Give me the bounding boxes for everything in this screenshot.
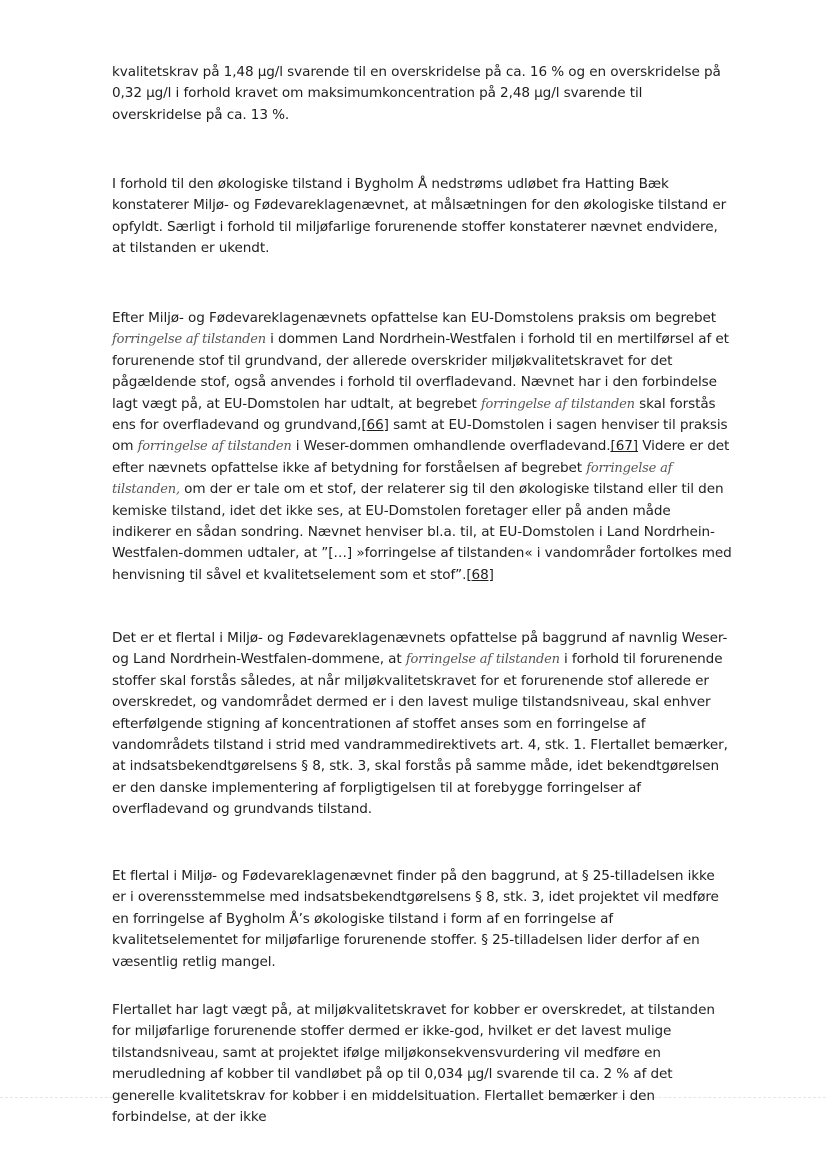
paragraph-majority-opinion	[112, 628, 732, 821]
paragraph-eu-court-practice	[112, 308, 732, 586]
text-segment: i forhold til forurenende stoffer skal forstås således, at når miljøkvalitetskravet for et forurenende stof allerede er overskredet, og vandområdet dermed er i den lavest mulige tilstandsniveau, skal enhver efterfølgende stigning af koncentrationen af stoffet anses som en forringelse af vandområdets tilstand i strid med vandrammedirektivets art. 4, stk. 1. Flertallet bemærker, at indsatsbekendtgørelsens § 8, stk. 3, skal forstås på samme måde, idet bekendtgørelsen er den danske implementering af forpligtigelsen til at forebygge forringelser af overfladevand og grundvands tilstand.	[112, 651, 728, 818]
paragraph-permit-conclusion	[112, 866, 732, 973]
text-segment: om der er tale om et stof, der relaterer sig til den økologiske tilstand eller til den kemiske tilstand, idet det ikke ses, at EU-Domstolen foretager eller på anden måde indikerer en sådan sondring. Nævnet henviser bl.a. til, at EU-Domstolen i Land Nordrhein-Westfalen-dommen udtaler, at ”[…] »forringelse af tilstanden« i vandområder fortolkes med henvisning til såvel et kvalitetselement som et stof”.	[112, 481, 732, 583]
text-segment: i dommen Land Nordrhein-Westfalen i forhold til en mertilførsel af et forurenende stof til grundvand, der allerede overskrider miljøkvalitetskravet for det pågældende stof, også anvendes i forhold til overfladevand. Nævnet har i den forbindelse lagt vægt på, at EU-Domstolen har udtalt, at begrebet	[112, 331, 729, 412]
italic-term: forringelse af tilstanden	[405, 652, 560, 668]
footnote-link-68[interactable]: [68]	[466, 566, 494, 583]
paragraph-ecological-status	[112, 174, 732, 260]
paragraph-text: I forhold til den økologiske tilstand i Bygholm Å nedstrøms udløbet fra Hatting Bæk konstaterer Miljø- og Fødevareklagenævnet, at målsætningen for den økologiske tilstand er opfyldt. Særligt i forhold til miljøfarlige forurenende stoffer konstaterer nævnet endvidere, at tilstanden er ukendt.	[112, 176, 727, 257]
paragraph-majority-reasoning	[112, 1000, 732, 1128]
text-segment: Det er et flertal i Miljø- og Fødevareklagenævnets opfattelse på baggrund af navnlig Weser- og Land Nordrhein-Westfalen-dommene, at	[112, 630, 728, 668]
footnote-link-67[interactable]: [67]	[610, 438, 639, 455]
paragraph-text: Flertallet har lagt vægt på, at miljøkvalitetskravet for kobber er overskredet, at tilstanden for miljøfarlige forurenende stoffer dermed er ikke-god, hvilket er det lavest mulige tilstandsniveau, samt at projektet ifølge miljøkonsekvensvurdering vil medføre en merudledning af kobber til vandløbet på op til 0,034 µg/l svarende til ca. 2 % af det generelle kvalitetskrav for kobber i en middelsituation. Flertallet bemærker i den forbindelse, at der ikke	[112, 1002, 715, 1126]
footnote-link-66[interactable]: [66]	[361, 417, 389, 434]
italic-term: forringelse af tilstanden	[137, 439, 292, 455]
paragraph-text: kvalitetskrav på 1,48 µg/l svarende til en overskridelse på ca. 16 % og en overskridelse på 0,32 µg/l i forhold kravet om maksimumkoncentration på 2,48 µg/l svarende til overskridelse på ca. 13 %.	[112, 64, 721, 123]
italic-term: forringelse af tilstanden	[112, 332, 266, 348]
text-segment: skal forstås ens for overfladevand og grundvand,	[112, 395, 716, 434]
italic-term: forringelse af tilstanden,	[112, 460, 673, 498]
text-segment: Efter Miljø- og Fødevareklagenævnets opfattelse kan EU-Domstolens praksis om begrebet	[112, 310, 717, 326]
text-segment: i Weser-dommen omhandlende overfladevand.	[291, 438, 611, 455]
text-segment: Videre er det efter nævnets opfattelse ikke af betydning for forståelsen af begrebet	[112, 438, 730, 476]
italic-term: forringelse af tilstanden	[480, 396, 635, 412]
paragraph-text: Et flertal i Miljø- og Fødevareklagenævnet finder på den baggrund, at § 25-tilladelsen ikke er i overensstemmelse med indsatsbekendtgørelsens § 8, stk. 3, idet projektet vil medføre en forringelse af Bygholm Å’s økologiske tilstand i form af en forringelse af kvalitetselementet for miljøfarlige forurenende stoffer. § 25-tilladelsen lider derfor af en væsentlig retlig mangel.	[112, 868, 719, 970]
paragraph-copper-exceedance	[112, 62, 732, 126]
text-segment: samt at EU-Domstolen i sagen henviser til praksis om	[112, 417, 728, 455]
